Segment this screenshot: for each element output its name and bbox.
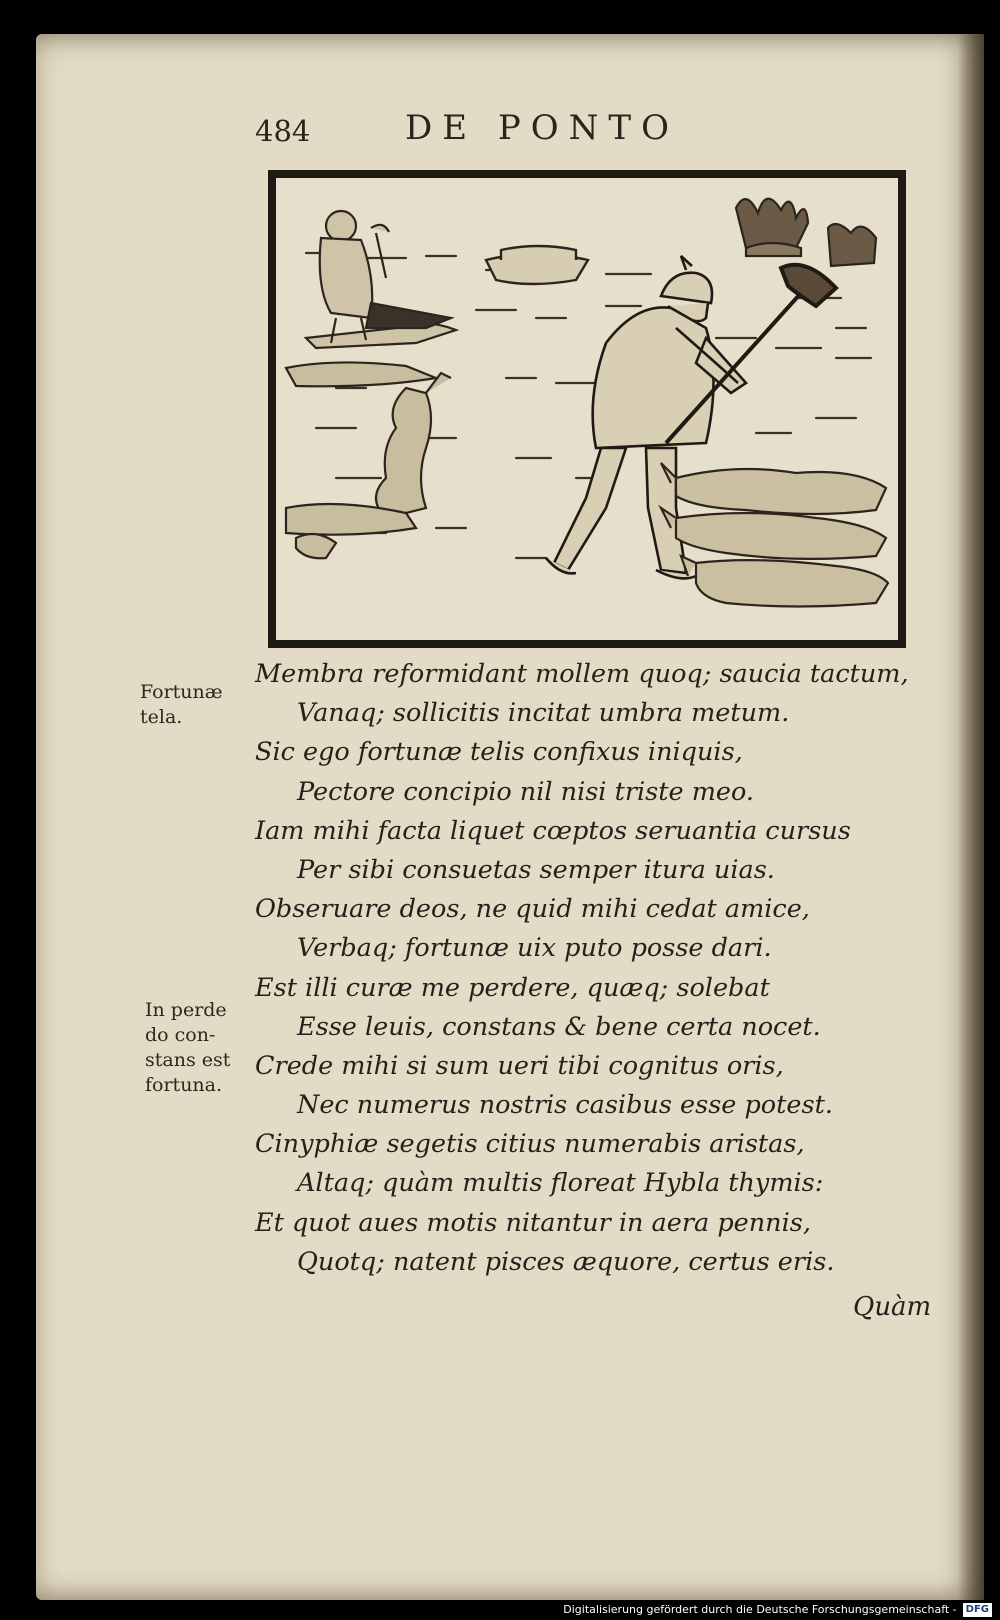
poem-verse: Et quot aues motis nitantur in aera pennis,	[255, 1207, 811, 1238]
poem-verse: Verbaq; fortunæ uix puto posse dari.	[297, 933, 772, 964]
poem-verse: Membra reformidant mollem quoq; saucia tactum,	[255, 659, 909, 689]
footer-credit-text: Digitalisierung gefördert durch die Deutsche Forschungsgemeinschaft -	[563, 1603, 957, 1616]
dfg-logo-icon: DFG	[963, 1603, 992, 1617]
poem-verse: Nec numerus nostris casibus esse potest.	[297, 1090, 833, 1121]
poem-verse: Cinyphiæ segetis citius numerabis aristas,	[255, 1129, 805, 1160]
running-title: DE PONTO	[405, 108, 679, 148]
margin-note-in-perdendo	[145, 998, 230, 1098]
margin-note-line: tela.	[140, 706, 183, 728]
poem-verse: Altaq; quàm multis floreat Hybla thymis:	[297, 1168, 824, 1199]
poem-verse: Pectore concipio nil nisi triste meo.	[297, 776, 754, 807]
poem-verse: Sic ego fortunæ telis confixus iniquis,	[255, 737, 743, 768]
woodcut-illustration-icon	[276, 178, 898, 640]
poem-verse: Iam mihi facta liquet cœptos seruantia cursus	[255, 815, 851, 846]
poem-verse: Per sibi consuetas semper itura uias.	[297, 854, 775, 885]
page-edge-shadow	[958, 34, 984, 1600]
poem-verse: Obseruare deos, ne quid mihi cedat amice,	[255, 894, 810, 925]
digitization-footer	[0, 1600, 1000, 1620]
poem-verse: Quotq; natent pisces æquore, certus eris.	[297, 1246, 835, 1277]
poem-verse: Est illi curæ me perdere, quæq; solebat	[255, 972, 770, 1003]
margin-note-line: stans est	[145, 1049, 231, 1071]
margin-note-line: In perde	[145, 999, 227, 1021]
woodcut-illustration	[268, 170, 906, 648]
margin-note-fortunae-tela	[140, 680, 223, 730]
page-number: 484	[255, 114, 311, 148]
poem-verse: Esse leuis, constans & bene certa nocet.	[297, 1011, 821, 1042]
poem-text	[255, 655, 909, 1282]
poem-verse: Crede mihi si sum ueri tibi cognitus oris,	[255, 1050, 784, 1081]
margin-note-line: do con-	[145, 1024, 216, 1046]
catchword: Quàm	[853, 1292, 932, 1322]
margin-note-line: fortuna.	[145, 1074, 223, 1096]
margin-note-line: Fortunæ	[140, 681, 223, 703]
poem-verse: Vanaq; sollicitis incitat umbra metum.	[297, 698, 790, 729]
